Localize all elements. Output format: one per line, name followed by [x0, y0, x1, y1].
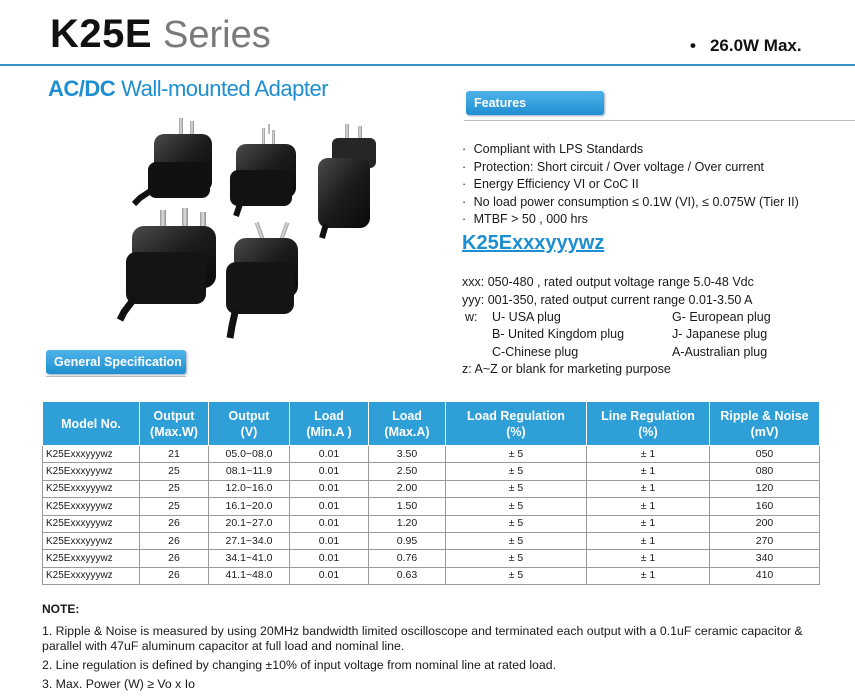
table-cell: ± 5 [446, 550, 587, 567]
table-cell: ± 5 [446, 515, 587, 532]
table-cell: 050 [710, 446, 820, 463]
model-code-title: K25Exxxyyywz [462, 232, 605, 254]
table-cell: 1.50 [369, 498, 446, 515]
note-item: 2. Line regulation is defined by changing ±10% of input voltage from nominal line at rated load. [42, 658, 556, 672]
plug-uk: B- United Kingdom plug [492, 327, 625, 341]
table-row [43, 567, 820, 584]
feature-item: · Compliant with LPS Standards [462, 141, 799, 159]
table-cell: K25Exxxyyywz [43, 498, 140, 515]
notes-title: NOTE: [42, 602, 80, 616]
plug-chinese: C-Chinese plug [492, 345, 579, 359]
w-label: w: [465, 310, 478, 324]
table-cell: 0.01 [290, 446, 369, 463]
xxx-description: xxx: 050-480 , rated output voltage range 5.0-48 Vdc [462, 275, 754, 289]
table-cell: ± 5 [446, 532, 587, 549]
table-cell: 270 [710, 532, 820, 549]
table-cell: ± 1 [587, 515, 710, 532]
table-cell: 21 [140, 446, 209, 463]
table-row [43, 480, 820, 497]
plug-australian: A-Australian plug [672, 345, 768, 359]
table-cell: 0.95 [369, 532, 446, 549]
table-header-row [43, 402, 820, 446]
note-item: 1. Ripple & Noise is measured by using 20MHz bandwidth limited oscilloscope and terminated each output with a 0.1uF ceramic capacitor & parallel with 47uF aluminum capacitor at full load and nominal line. [42, 624, 803, 653]
table-cell: 12.0~16.0 [209, 480, 290, 497]
table-cell: 0.63 [369, 567, 446, 584]
feature-item: · No load power consumption ≤ 0.1W (VI), ≤ 0.075W (Tier II) [462, 194, 799, 212]
col-model: Model No. [43, 402, 140, 446]
table-cell: 0.01 [290, 567, 369, 584]
table-cell: ± 5 [446, 567, 587, 584]
table-cell: 34.1~41.0 [209, 550, 290, 567]
table-cell: 16.1~20.0 [209, 498, 290, 515]
product-subtitle [48, 76, 328, 102]
feature-item: · MTBF > 50 , 000 hrs [462, 211, 799, 229]
features-divider [464, 120, 855, 121]
table-cell: 120 [710, 480, 820, 497]
table-cell: ± 1 [587, 498, 710, 515]
header-rule [0, 64, 855, 66]
table-row [43, 532, 820, 549]
general-spec-heading: General Specification [46, 350, 186, 374]
col-ripple-noise: Ripple & Noise (mV) [710, 402, 820, 446]
table-cell: 26 [140, 515, 209, 532]
table-cell: 20.1~27.0 [209, 515, 290, 532]
table-row [43, 515, 820, 532]
table-cell: 0.01 [290, 515, 369, 532]
plug-european: G- European plug [672, 310, 771, 324]
table-cell: K25Exxxyyywz [43, 463, 140, 480]
table-cell: ± 1 [587, 446, 710, 463]
yyy-description: yyy: 001-350, rated output current range 0.01-3.50 A [462, 292, 753, 307]
table-cell: 41.1~48.0 [209, 567, 290, 584]
table-cell: 25 [140, 498, 209, 515]
table-cell: 25 [140, 463, 209, 480]
table-cell: ± 5 [446, 480, 587, 497]
adapter-product-image [112, 112, 404, 344]
table-cell: 3.50 [369, 446, 446, 463]
table-cell: 0.76 [369, 550, 446, 567]
general-spec-divider [46, 376, 186, 377]
table-cell: 05.0~08.0 [209, 446, 290, 463]
spec-table [42, 401, 820, 585]
features-list [462, 141, 799, 229]
col-output-w: Output (Max.W) [140, 402, 209, 446]
table-cell: ± 5 [446, 463, 587, 480]
series-code: K25E [50, 12, 153, 56]
plug-japanese: J- Japanese plug [672, 327, 768, 341]
table-cell: 160 [710, 498, 820, 515]
max-power-value: 26.0W Max. [709, 36, 802, 55]
table-row [43, 550, 820, 567]
table-cell: 0.01 [290, 532, 369, 549]
table-cell: K25Exxxyyywz [43, 567, 140, 584]
table-cell: 0.01 [290, 550, 369, 567]
table-cell: 26 [140, 567, 209, 584]
table-cell: ± 1 [587, 567, 710, 584]
table-cell: 0.01 [290, 498, 369, 515]
table-cell: 080 [710, 463, 820, 480]
table-cell: 1.20 [369, 515, 446, 532]
notes-list [42, 624, 842, 696]
table-cell: ± 1 [587, 532, 710, 549]
model-code-legend [462, 274, 754, 309]
table-cell: 26 [140, 532, 209, 549]
col-output-v: Output (V) [209, 402, 290, 446]
table-cell: 410 [710, 567, 820, 584]
table-cell: K25Exxxyyywz [43, 515, 140, 532]
table-cell: 340 [710, 550, 820, 567]
table-cell: ± 1 [587, 550, 710, 567]
table-cell: ± 5 [446, 446, 587, 463]
table-cell: K25Exxxyyywz [43, 550, 140, 567]
table-cell: ± 1 [587, 480, 710, 497]
note-item: 3. Max. Power (W) ≥ Vo x Io [42, 677, 195, 691]
table-cell: K25Exxxyyywz [43, 446, 140, 463]
plug-usa: U- USA plug [492, 310, 561, 324]
subtitle-acdc: AC/DC [48, 76, 116, 101]
table-row [43, 446, 820, 463]
series-word: Series [163, 14, 271, 56]
table-cell: 0.01 [290, 463, 369, 480]
table-cell: 26 [140, 550, 209, 567]
table-cell: 27.1~34.0 [209, 532, 290, 549]
col-line-regulation: Line Regulation (%) [587, 402, 710, 446]
feature-item: · Energy Efficiency VI or CoC II [462, 176, 799, 194]
feature-item: · Protection: Short circuit / Over voltage / Over current [462, 159, 799, 177]
subtitle-text: Wall-mounted Adapter [121, 76, 329, 101]
table-cell: K25Exxxyyywz [43, 532, 140, 549]
col-load-min: Load (Min.A ) [290, 402, 369, 446]
table-cell: 25 [140, 480, 209, 497]
features-heading: Features [466, 91, 604, 115]
table-cell: ± 5 [446, 498, 587, 515]
max-power [690, 36, 802, 56]
table-cell: 0.01 [290, 480, 369, 497]
table-row [43, 463, 820, 480]
table-cell: K25Exxxyyywz [43, 480, 140, 497]
table-cell: 2.50 [369, 463, 446, 480]
col-load-regulation: Load Regulation (%) [446, 402, 587, 446]
z-description: z: A~Z or blank for marketing purpose [462, 362, 671, 376]
table-cell: 08.1~11.9 [209, 463, 290, 480]
col-load-max: Load (Max.A) [369, 402, 446, 446]
table-cell: 200 [710, 515, 820, 532]
table-cell: ± 1 [587, 463, 710, 480]
table-cell: 2.00 [369, 480, 446, 497]
power-bullet: • [690, 36, 696, 55]
table-row [43, 498, 820, 515]
